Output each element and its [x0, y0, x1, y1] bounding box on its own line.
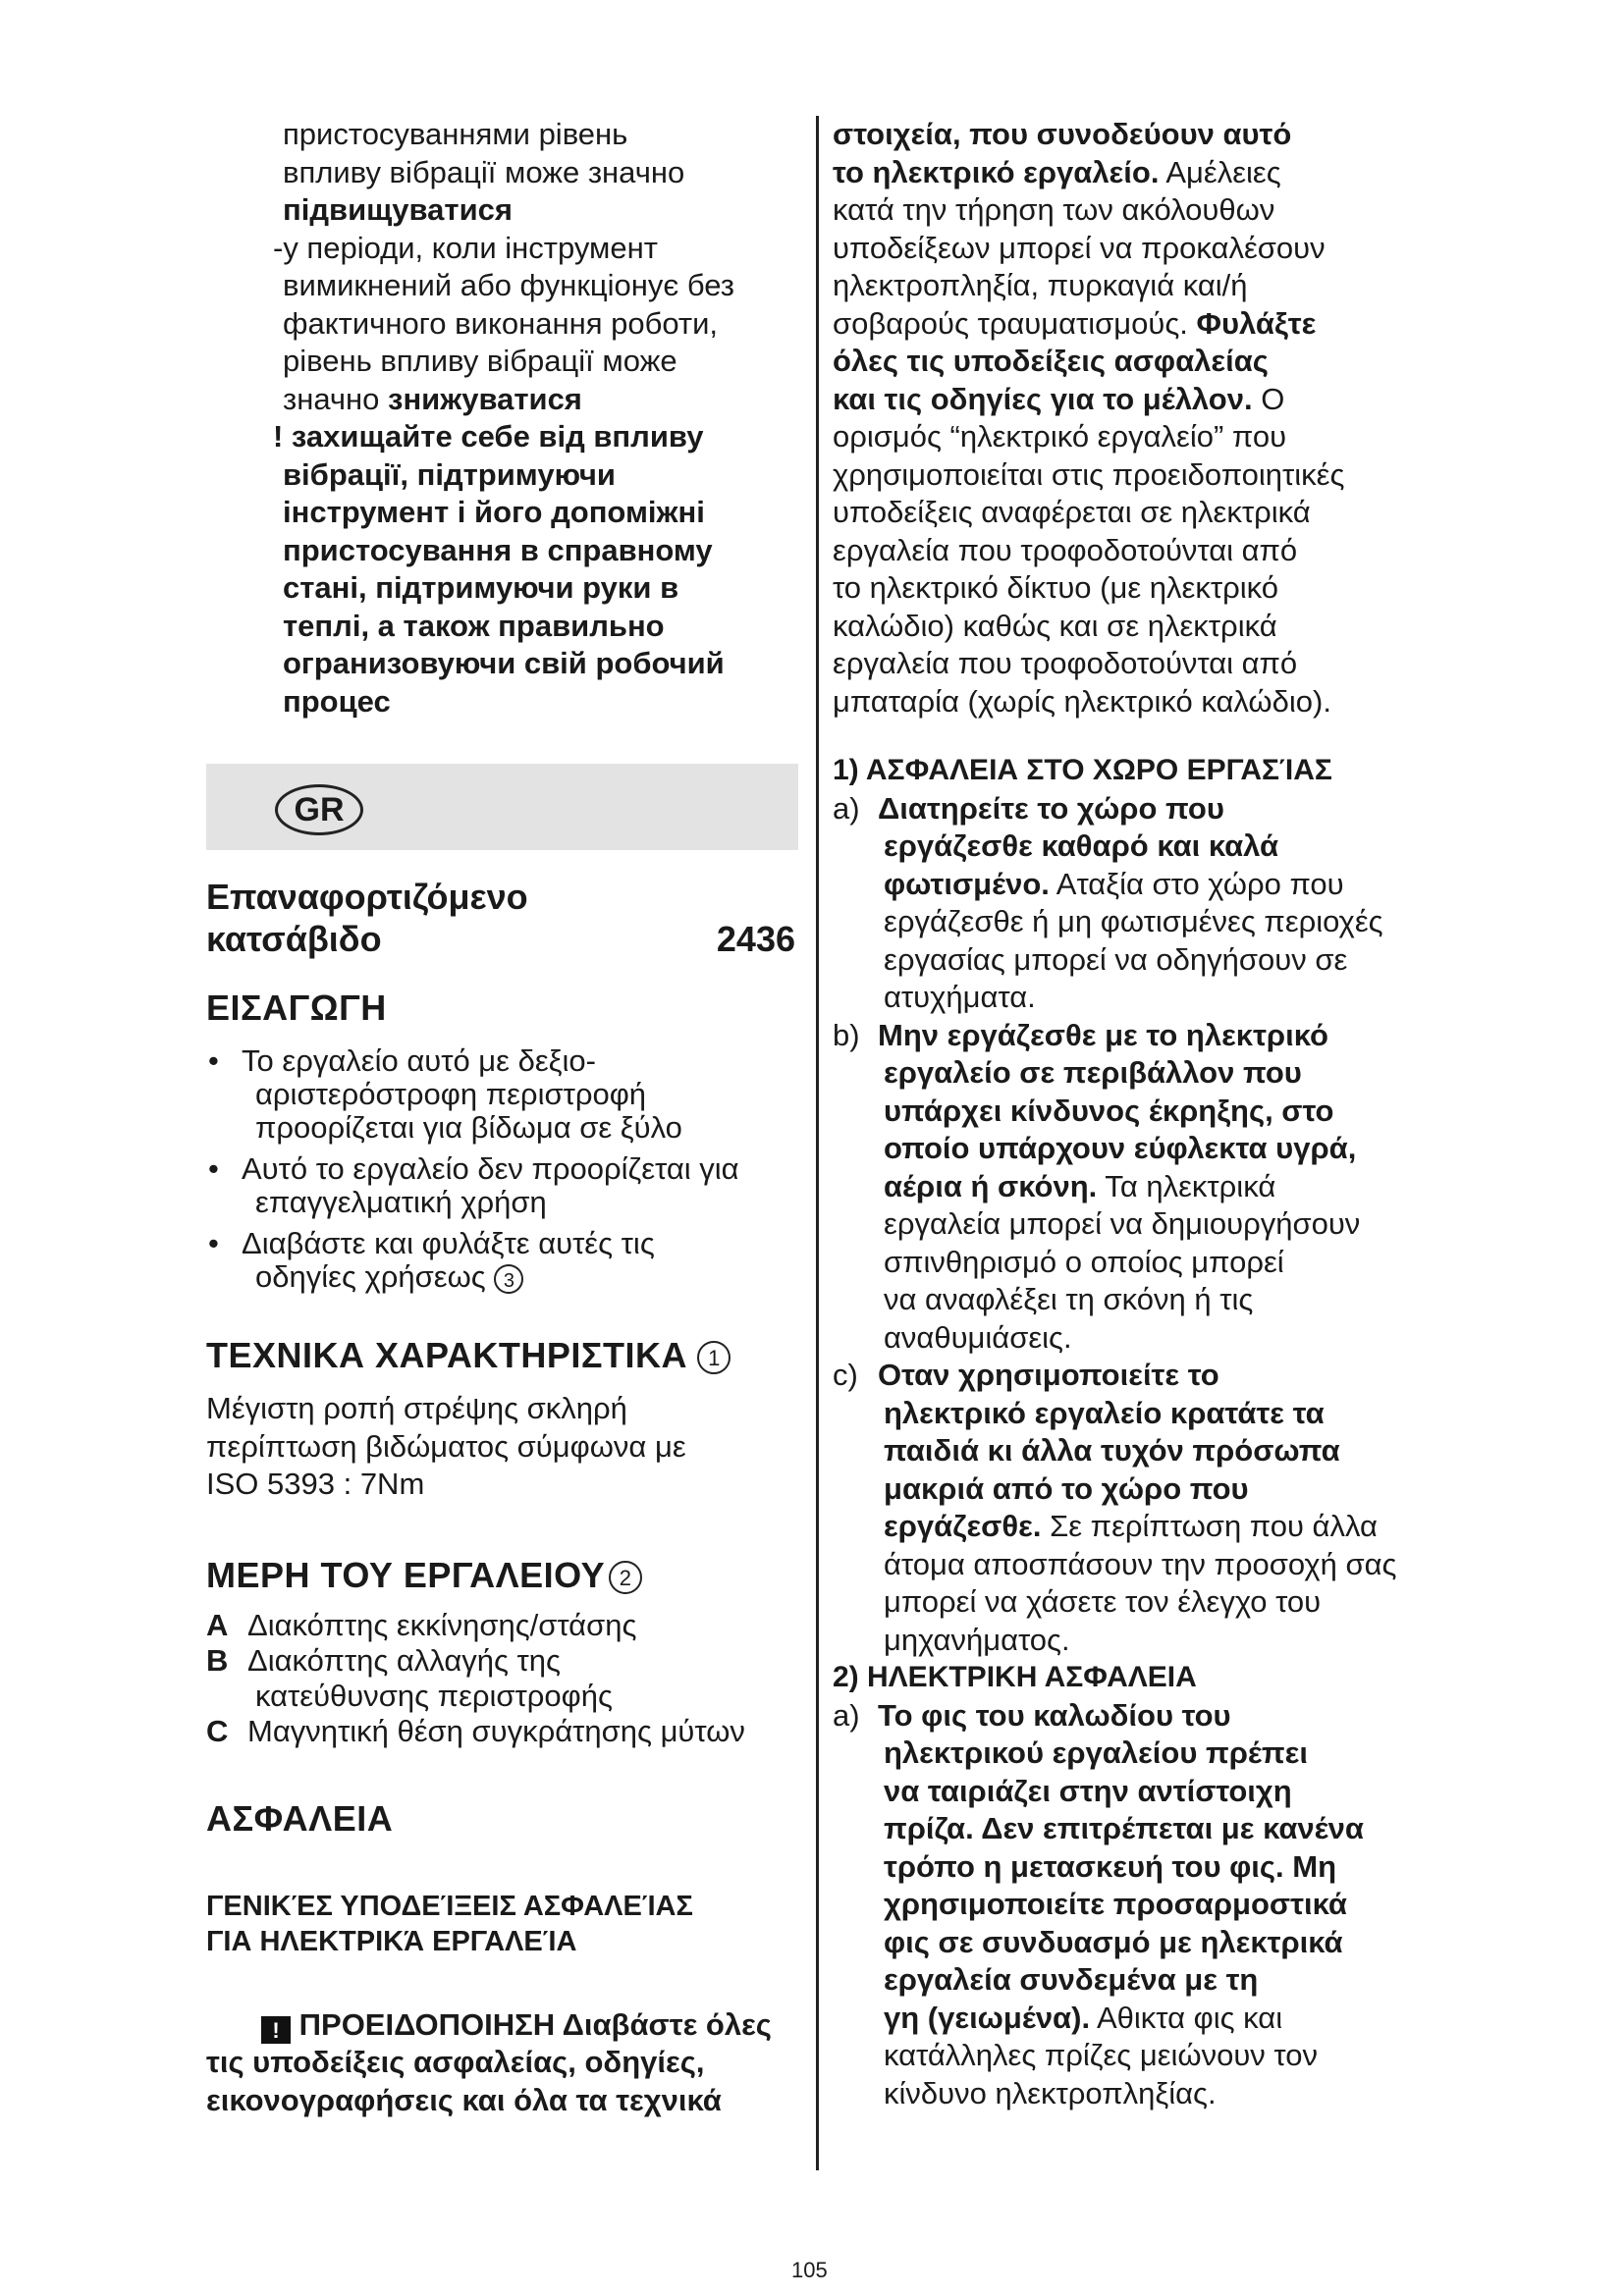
- text-line: [273, 381, 795, 419]
- language-badge: GR: [275, 784, 363, 835]
- text-span: φωτισμένο.: [884, 866, 1050, 901]
- text-line: χρησιμοποιείται στις προειδοποιητικές: [833, 456, 1345, 492]
- text-line: εργάζεσθε ή μη φωτισμένες περιοχές: [884, 904, 1383, 938]
- text-line: εργαλεία συνδεμένα με τη: [884, 1962, 1259, 1997]
- electrical-item-a: [833, 1697, 1441, 2113]
- text-line: впливу вібрації може значно: [283, 154, 685, 189]
- text-line: ηλεκτρικό εργαλείο κρατάτε τα: [884, 1395, 1325, 1430]
- parts-heading: [206, 1555, 795, 1596]
- list-item: [206, 1227, 795, 1294]
- text-line: εργαλεία μπορεί να δημιουργήσουν: [884, 1206, 1361, 1241]
- text-line: μπορεί να χάσετε τον έλεγχο του: [884, 1584, 1322, 1619]
- text-line: εργαλεία που τροφοδοτούνται από: [833, 532, 1298, 567]
- list-item-text: επαγγελματική χρήση: [255, 1185, 547, 1219]
- text-line: χρησιμοποιείτε προσαρμοστικά: [884, 1887, 1347, 1921]
- text-line: Μέγιστη ροπή στρέψης σκληρή: [206, 1391, 627, 1425]
- text-line: -у періоди, коли інструмент: [273, 230, 658, 265]
- safety-heading: ΑΣΦΑΛΕΙΑ: [206, 1797, 394, 1839]
- general-safety-text: [833, 116, 1441, 721]
- text-line: υποδείξεις αναφέρεται σε ηλεκτρικά: [833, 495, 1311, 529]
- text-line: Μην εργάζεσθε με το ηλεκτρικό: [878, 1017, 1328, 1052]
- page-number: 105: [791, 2258, 828, 2282]
- text-line: εργάζεσθε καθαρό και καλά: [884, 828, 1279, 863]
- tech-heading: [206, 1335, 795, 1376]
- work-area-item-b: [833, 1017, 1441, 1358]
- text-line: ορισμός “ηλεκτρικό εργαλείο” που: [833, 419, 1287, 454]
- ukrainian-continuation: [206, 116, 795, 230]
- text-span: αέρια ή σκόνη.: [884, 1168, 1098, 1203]
- warning-icon: !: [261, 2016, 291, 2044]
- text-line: εικονογραφήσεις και όλα τα τεχνικά: [206, 2082, 722, 2117]
- text-line: πρίζα. Δεν επιτρέπεται με κανένα: [884, 1811, 1364, 1845]
- text-line: μπαταρία (χωρίς ηλεκτρικό καλώδιο).: [833, 683, 1331, 719]
- product-name: κατσάβιδο: [206, 919, 382, 959]
- warning-paragraph: [206, 2006, 795, 2120]
- right-column: [833, 116, 1441, 2112]
- dash-item: [206, 230, 795, 419]
- text-span: знижуватися: [388, 381, 582, 416]
- text-span: Αμέλειες: [1159, 154, 1281, 189]
- list-item-text: Αυτό το εργαλείο δεν προορίζεται για: [242, 1151, 739, 1186]
- text-line: ηλεκτροπληξία, πυρκαγιά και/ή: [833, 268, 1248, 302]
- figure-ref-icon: 2: [609, 1561, 642, 1594]
- text-line: фактичного виконання роботи,: [283, 305, 719, 341]
- text-line: [833, 305, 1441, 344]
- bullet-icon: •: [208, 1226, 219, 1260]
- text-line: ηλεκτρικού εργαλείου πρέπει: [884, 1735, 1308, 1770]
- bullet-icon: •: [208, 1151, 219, 1186]
- product-title-line2: [206, 918, 795, 960]
- text-line: вібрації, підтримуючи: [283, 456, 616, 492]
- heading-text: ΜΕΡΗ ΤΟΥ ΕΡΓΑΛΕΙΟΥ: [206, 1554, 606, 1595]
- text-line: εργασίας μπορεί να οδηγήσουν σε: [884, 941, 1348, 977]
- text-line: ! захищайте себе від впливу: [273, 419, 704, 454]
- text-line: пристосування в справному: [283, 532, 713, 567]
- item-label: b): [833, 1017, 860, 1052]
- model-number: 2436: [716, 919, 795, 959]
- text-span: οδηγίες χρήσεως: [255, 1259, 486, 1294]
- text-line: огранизовуючи свій робочий: [283, 646, 725, 680]
- text-line: [878, 1508, 1441, 1546]
- text-line: [878, 1168, 1441, 1206]
- work-area-item-c: [833, 1357, 1441, 1659]
- figure-ref-icon: 1: [697, 1341, 731, 1374]
- text-line: пристосуваннями рівень: [283, 117, 628, 151]
- parts-list: [206, 1608, 795, 1749]
- part-text: Διακόπτης αλλαγής της: [247, 1642, 561, 1678]
- bullet-icon: •: [208, 1043, 219, 1078]
- list-item: [206, 1643, 795, 1714]
- text-line: περίπτωση βιδώματος σύμφωνα με: [206, 1428, 686, 1464]
- text-line: φις σε συνδυασμό με ηλεκτρικά: [884, 1924, 1343, 1959]
- text-line: процес: [283, 683, 391, 719]
- text-span: Αταξία στο χώρο που: [1049, 866, 1344, 901]
- text-span: Ο: [1252, 381, 1285, 416]
- intro-list: [206, 1044, 795, 1294]
- work-area-heading: 1) ΑΣΦΑΛΕΙΑ ΣΤΟ ΧΩΡΟ ΕΡΓΑΣΊΑΣ: [833, 754, 1332, 786]
- text-line: κίνδυνο ηλεκτροπληξίας.: [884, 2075, 1217, 2110]
- part-text: Διακόπτης εκκίνησης/στάσης: [247, 1607, 637, 1642]
- text-line: теплі, а також правильно: [283, 608, 665, 643]
- list-item: [206, 1714, 795, 1749]
- text-line: να αναφλέξει τη σκόνη ή τις: [884, 1282, 1254, 1316]
- text-span: Σε περίπτωση που άλλα: [1041, 1509, 1378, 1543]
- text-line: стані, підтримуючи руки в: [283, 570, 679, 605]
- part-text: κατεύθυνσης περιστροφής: [255, 1678, 613, 1713]
- heading-text: ΤΕΧΝΙΚΑ ΧΑΡΑΚΤΗΡΙΣΤΙΚΑ: [206, 1335, 687, 1375]
- work-area-item-a: [833, 790, 1441, 1017]
- text-line: υποδείξεων μπορεί να προκαλέσουν: [833, 230, 1326, 265]
- left-column-lower: [206, 876, 795, 2119]
- text-span: εργάζεσθε.: [884, 1509, 1042, 1543]
- list-item-text: [242, 1260, 795, 1294]
- text-line: το ηλεκτρικό δίκτυο (με ηλεκτρικό: [833, 570, 1278, 605]
- text-line: [833, 381, 1441, 419]
- text-line: ΓΙΑ ΗΛΕΚΤΡΙΚΆ ΕΡΓΑΛΕΊΑ: [206, 1925, 577, 1957]
- text-line: ατυχήματα.: [884, 980, 1036, 1014]
- text-line: κατά την τήρηση των ακόλουθων: [833, 192, 1275, 227]
- product-title-line1: Επαναφορτιζόμενο: [206, 877, 528, 917]
- excl-item: [206, 418, 795, 721]
- text-span: Τα ηλεκτρικά: [1097, 1168, 1276, 1203]
- text-line: Οταν χρησιμοποιείτε το: [878, 1358, 1219, 1392]
- text-line: підвищуватися: [283, 192, 513, 227]
- text-line: [206, 2006, 795, 2045]
- text-line: μηχανήματος.: [884, 1622, 1070, 1657]
- text-line: υπάρχει κίνδυνος έκρηξης, στο: [884, 1093, 1334, 1128]
- tech-specs: [206, 1390, 795, 1504]
- text-line: στοιχεία, που συνοδεύουν αυτό: [833, 117, 1292, 151]
- item-label: a): [833, 1697, 860, 1733]
- part-letter: B: [206, 1642, 229, 1678]
- text-line: καλώδιο) καθώς και σε ηλεκτρικά: [833, 608, 1277, 643]
- text-line: вимикнений або функціонує без: [283, 268, 735, 302]
- text-line: [833, 154, 1441, 192]
- text-line: Διατηρείτε το χώρο που: [878, 790, 1224, 826]
- text-line: інструмент і його допоміжні: [283, 495, 705, 529]
- figure-ref-icon: 3: [494, 1264, 523, 1294]
- text-line: άτομα αποσπάσουν την προσοχή σας: [884, 1546, 1397, 1581]
- part-letter: C: [206, 1713, 229, 1748]
- list-item: [206, 1152, 795, 1219]
- list-item-text: αριστερόστροφη περιστροφή: [255, 1077, 647, 1111]
- text-span: και τις οδηγίες για το μέλλον.: [833, 381, 1253, 416]
- list-item-text: Διαβάστε και φυλάξτε αυτές τις: [242, 1226, 655, 1260]
- text-line: παιδιά κι άλλα τυχόν πρόσωπα: [884, 1433, 1340, 1468]
- intro-heading: ΕΙΣΑΓΩΓΗ: [206, 988, 387, 1028]
- item-label: a): [833, 790, 860, 826]
- text-span: σοβαρούς τραυματισμούς.: [833, 305, 1197, 341]
- list-item-text: Το εργαλείο αυτό με δεξιο-: [242, 1043, 596, 1078]
- text-line: σπινθηρισμό ο οποίος μπορεί: [884, 1244, 1284, 1279]
- text-line: όλες τις υποδείξεις ασφαλείας: [833, 344, 1269, 378]
- part-text: Μαγνητική θέση συγκράτησης μύτων: [247, 1713, 745, 1748]
- general-safety-heading: [206, 1889, 795, 1959]
- text-line: τρόπο η μετασκευή του φις. Μη: [884, 1848, 1337, 1884]
- list-item-text: προορίζεται για βίδωμα σε ξύλο: [255, 1110, 682, 1145]
- text-span: Αθικτα φις και: [1090, 2000, 1283, 2035]
- text-line: ΓΕΝΙΚΈΣ ΥΠΟΔΕΊΞΕΙΣ ΑΣΦΑΛΕΊΑΣ: [206, 1890, 693, 1922]
- text-span: το ηλεκτρικό εργαλείο.: [833, 154, 1160, 189]
- text-span: Φυλάξτε: [1196, 305, 1317, 341]
- text-line: τις υποδείξεις ασφαλείας, οδηγίες,: [206, 2045, 705, 2079]
- text-line: εργαλείο σε περιβάλλον που: [884, 1055, 1302, 1090]
- item-label: c): [833, 1358, 858, 1392]
- part-letter: A: [206, 1607, 229, 1642]
- text-line: εργαλεία που τροφοδοτούνται από: [833, 646, 1298, 680]
- text-line: κατάλληλες πρίζες μειώνουν τον: [884, 2038, 1318, 2072]
- text-line: αναθυμιάσεις.: [884, 1319, 1072, 1355]
- text-line: Το φις του καλωδίου του: [878, 1697, 1231, 1733]
- text-line: μακριά από το χώρο που: [884, 1470, 1249, 1506]
- text-line: [878, 2000, 1441, 2038]
- column-divider: [816, 116, 819, 2170]
- text-span: γη (γειωμένα).: [884, 2000, 1091, 2035]
- list-item: [206, 1608, 795, 1643]
- text-span: ΠΡΟΕΙΔΟΠΟΙΗΣΗ Διαβάστε όλες: [298, 2006, 772, 2042]
- text-line: οποίο υπάρχουν εύφλεκτα υγρά,: [884, 1131, 1357, 1165]
- text-line: рівень впливу вібрації може: [283, 344, 677, 378]
- list-item: [206, 1044, 795, 1145]
- electrical-heading: 2) ΗΛΕΚΤΡΙΚΗ ΑΣΦΑΛΕΙΑ: [833, 1661, 1197, 1693]
- text-line: να ταιριάζει στην αντίστοιχη: [884, 1773, 1292, 1808]
- text-line: [878, 866, 1441, 904]
- text-span: значно: [283, 381, 389, 416]
- text-line: ISO 5393 : 7Nm: [206, 1467, 425, 1501]
- left-column: [206, 116, 795, 721]
